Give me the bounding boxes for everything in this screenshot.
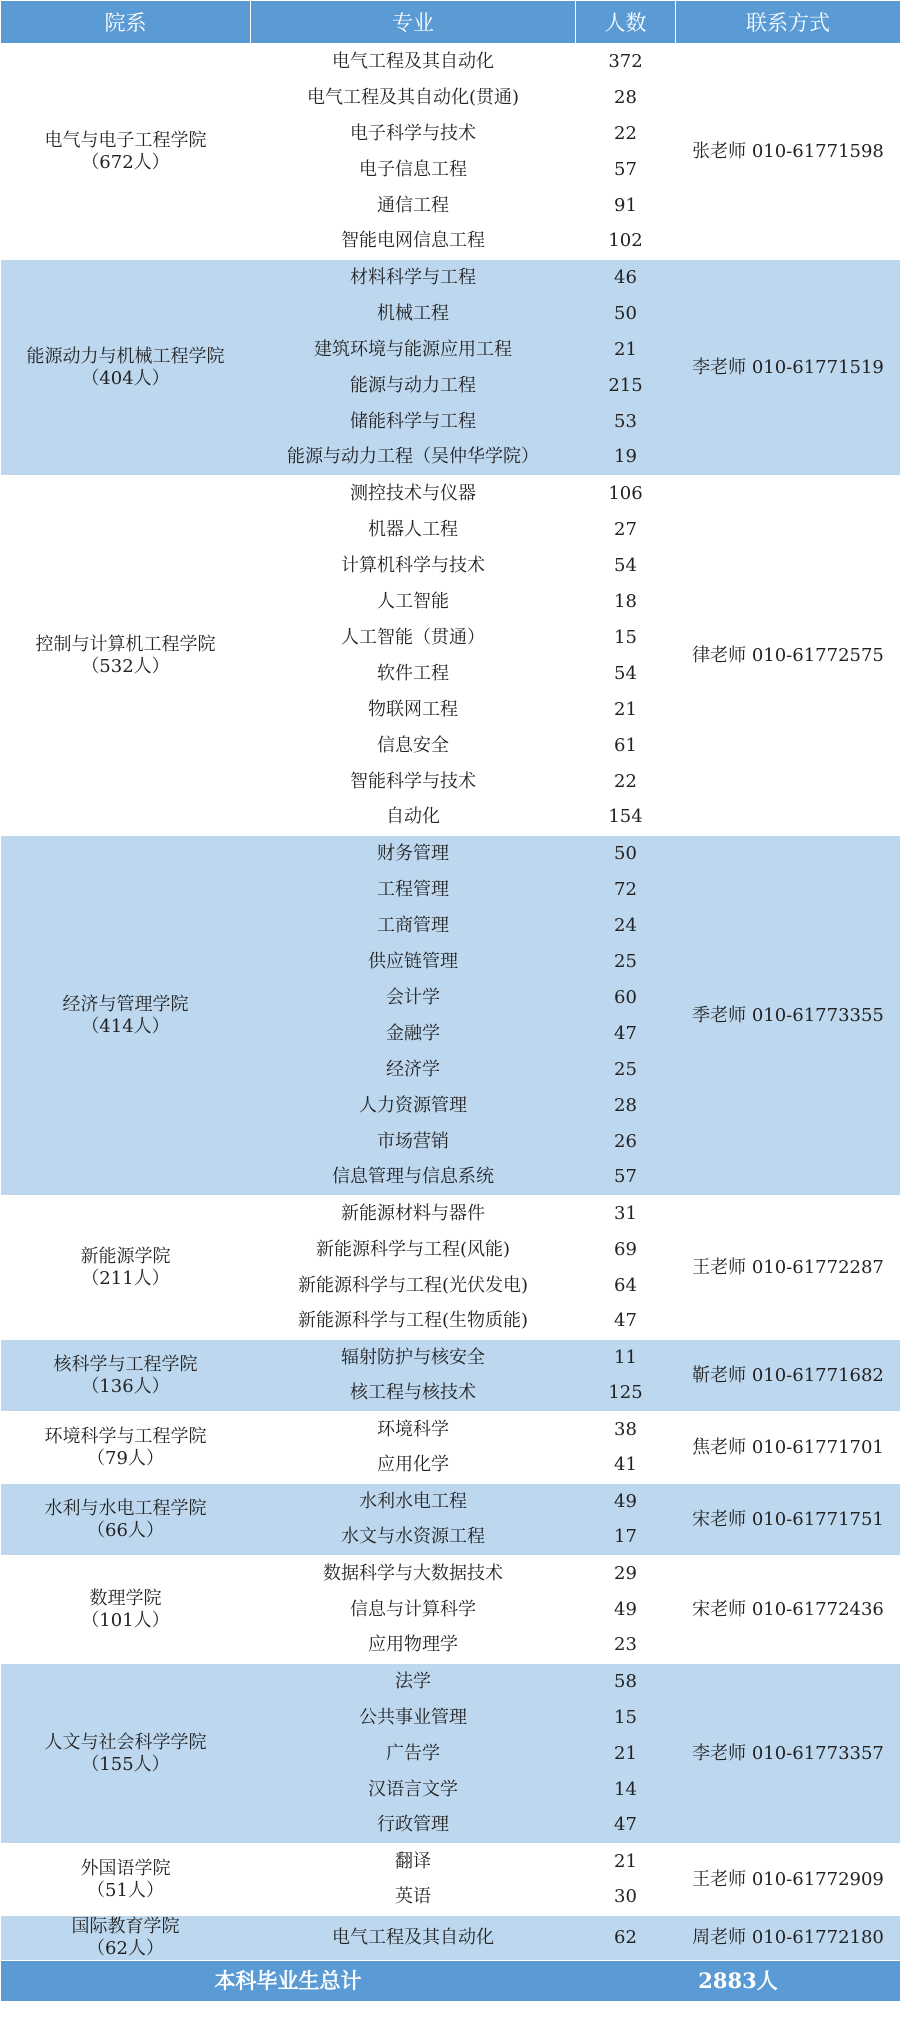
department-total: （404人） — [81, 367, 170, 389]
major-name: 应用物理学 — [368, 1634, 458, 1656]
contact-cell: 季老师 010-61773355 — [676, 836, 900, 1196]
major-count: 21 — [576, 1736, 676, 1772]
department-name: 国际教育学院 — [71, 1916, 180, 1937]
major-count: 91 — [614, 194, 637, 216]
department-name: 水利与水电工程学院 — [44, 1497, 207, 1519]
department-cell — [1, 1664, 251, 1844]
major-count: 69 — [614, 1238, 637, 1260]
major-name: 自动化 — [386, 806, 440, 828]
department-cell — [1, 44, 251, 260]
major-name: 人工智能（贯通） — [341, 626, 485, 648]
major-count: 54 — [614, 662, 637, 684]
major-count: 154 — [608, 806, 643, 828]
major-name: 建筑环境与能源应用工程 — [251, 332, 576, 368]
major-name: 新能源科学与工程(风能) — [315, 1238, 511, 1260]
major-name: 市场营销 — [251, 1124, 576, 1160]
department-cell — [1, 1844, 251, 1916]
department-total: （101人） — [81, 1609, 170, 1631]
major-name: 水利水电工程 — [251, 1484, 576, 1520]
major-count: 14 — [576, 1772, 676, 1808]
major-count: 41 — [614, 1454, 637, 1476]
major-count: 102 — [608, 230, 643, 252]
department-name: 人文与社会科学学院 — [44, 1731, 207, 1753]
major-name: 能源与动力工程（吴仲华学院） — [251, 440, 576, 476]
major-count: 22 — [614, 770, 637, 792]
department-total: （211人） — [81, 1267, 170, 1289]
total-value: 2883人 — [576, 1961, 900, 2002]
header-major: 专业 — [251, 1, 576, 44]
department-cell — [1, 1196, 251, 1340]
major-count: 49 — [614, 1598, 637, 1620]
table-row — [1, 44, 900, 80]
department-total: （136人） — [81, 1375, 170, 1397]
major-count: 11 — [576, 1340, 676, 1376]
major-name: 智能电网信息工程 — [341, 230, 485, 252]
major-name: 电气工程及其自动化 — [251, 1916, 576, 1961]
table-body — [1, 44, 900, 1961]
major-count: 61 — [614, 734, 637, 756]
major-name: 人工智能 — [377, 590, 449, 612]
major-name: 法学 — [251, 1664, 576, 1700]
contact-cell: 宋老师 010-61772436 — [676, 1556, 900, 1664]
major-count: 64 — [614, 1274, 637, 1296]
major-name: 英语 — [395, 1886, 431, 1908]
major-count: 57 — [576, 1160, 676, 1196]
major-name: 数据科学与大数据技术 — [251, 1556, 576, 1592]
contact-cell: 王老师 010-61772909 — [676, 1844, 900, 1916]
contact-cell: 王老师 010-61772287 — [676, 1196, 900, 1340]
major-name: 行政管理 — [251, 1808, 576, 1844]
contact-cell: 宋老师 010-61771751 — [676, 1484, 900, 1556]
major-name: 能源与动力工程 — [251, 368, 576, 404]
major-name: 电气工程及其自动化(贯通) — [306, 86, 520, 108]
contact-cell: 李老师 010-61773357 — [676, 1664, 900, 1844]
major-name: 信息管理与信息系统 — [251, 1160, 576, 1196]
table-row — [1, 1556, 900, 1592]
major-name: 核工程与核技术 — [251, 1376, 576, 1412]
major-name: 工程管理 — [251, 872, 576, 908]
major-name: 人力资源管理 — [251, 1088, 576, 1124]
major-name: 金融学 — [251, 1016, 576, 1052]
department-total: （62人） — [87, 1938, 164, 1959]
major-name: 电子信息工程 — [359, 158, 467, 180]
major-name: 翻译 — [251, 1844, 576, 1880]
major-count: 30 — [614, 1886, 637, 1908]
major-count: 50 — [576, 296, 676, 332]
contact-cell: 李老师 010-61771519 — [676, 260, 900, 476]
major-name: 公共事业管理 — [251, 1700, 576, 1736]
total-row — [1, 1961, 900, 2002]
department-cell — [1, 476, 251, 836]
major-count: 49 — [576, 1484, 676, 1520]
major-count: 25 — [576, 944, 676, 980]
major-count: 24 — [576, 908, 676, 944]
major-count: 31 — [576, 1196, 676, 1232]
major-count: 23 — [614, 1634, 637, 1656]
department-name: 数理学院 — [89, 1587, 162, 1609]
major-name: 广告学 — [251, 1736, 576, 1772]
major-count: 15 — [576, 1700, 676, 1736]
major-count: 27 — [614, 518, 637, 540]
table-row — [1, 1196, 900, 1232]
major-count: 53 — [576, 404, 676, 440]
table-row — [1, 1664, 900, 1700]
major-count: 125 — [576, 1376, 676, 1412]
department-cell — [1, 1556, 251, 1664]
department-name: 经济与管理学院 — [62, 993, 189, 1015]
major-name: 工商管理 — [251, 908, 576, 944]
contact-cell: 靳老师 010-61771682 — [676, 1340, 900, 1412]
major-name: 财务管理 — [251, 836, 576, 872]
major-count: 19 — [576, 440, 676, 476]
department-cell — [1, 260, 251, 476]
major-name: 信息安全 — [377, 734, 449, 756]
contact-cell: 律老师 010-61772575 — [676, 476, 900, 836]
department-total: （532人） — [81, 655, 170, 677]
major-name: 信息与计算科学 — [350, 1598, 476, 1620]
table-row — [1, 260, 900, 296]
major-count: 21 — [576, 332, 676, 368]
department-total: （66人） — [87, 1519, 164, 1541]
major-name: 汉语言文学 — [251, 1772, 576, 1808]
major-name: 计算机科学与技术 — [341, 554, 485, 576]
department-name: 外国语学院 — [80, 1857, 171, 1879]
department-name: 电气与电子工程学院 — [44, 129, 207, 151]
contact-cell: 张老师 010-61771598 — [692, 140, 884, 162]
department-total: （79人） — [87, 1447, 164, 1469]
major-count: 22 — [614, 122, 637, 144]
major-name: 会计学 — [251, 980, 576, 1016]
department-total: （51人） — [87, 1879, 164, 1901]
major-count: 29 — [576, 1556, 676, 1592]
major-count: 57 — [614, 158, 637, 180]
major-name: 水文与水资源工程 — [251, 1520, 576, 1556]
major-name: 软件工程 — [377, 662, 449, 684]
department-name: 环境科学与工程学院 — [44, 1425, 207, 1447]
major-name: 储能科学与工程 — [251, 404, 576, 440]
department-name: 控制与计算机工程学院 — [35, 633, 216, 655]
major-count: 47 — [576, 1016, 676, 1052]
department-name: 新能源学院 — [80, 1245, 171, 1267]
department-total: （414人） — [81, 1015, 170, 1037]
table-row — [1, 1484, 900, 1520]
major-count: 17 — [576, 1520, 676, 1556]
department-cell — [1, 1340, 251, 1412]
department-cell — [1, 1412, 251, 1484]
major-count: 50 — [576, 836, 676, 872]
major-name: 应用化学 — [377, 1454, 449, 1476]
header-row — [1, 1, 900, 44]
major-name: 机器人工程 — [368, 518, 458, 540]
major-count: 58 — [576, 1664, 676, 1700]
major-count: 15 — [614, 626, 637, 648]
major-count: 62 — [576, 1916, 676, 1961]
contact-cell: 焦老师 010-61771701 — [676, 1412, 900, 1484]
major-name: 智能科学与技术 — [350, 770, 476, 792]
major-name: 环境科学 — [251, 1412, 576, 1448]
header-count: 人数 — [576, 1, 676, 44]
major-count: 28 — [614, 86, 637, 108]
major-count: 47 — [576, 1808, 676, 1844]
table-row — [1, 836, 900, 872]
table-row — [1, 1916, 900, 1961]
major-count: 47 — [614, 1310, 637, 1332]
major-count: 54 — [614, 554, 637, 576]
major-name: 通信工程 — [377, 194, 449, 216]
major-name: 机械工程 — [251, 296, 576, 332]
table-row — [1, 1844, 900, 1880]
department-cell — [1, 1916, 251, 1961]
major-count: 372 — [608, 50, 643, 72]
major-count: 38 — [576, 1412, 676, 1448]
header-contact: 联系方式 — [676, 1, 900, 44]
department-total: （672人） — [81, 151, 170, 173]
major-count: 25 — [576, 1052, 676, 1088]
department-name: 核科学与工程学院 — [53, 1353, 198, 1375]
major-name: 物联网工程 — [368, 698, 458, 720]
table-row — [1, 1340, 900, 1376]
department-total: （155人） — [81, 1753, 170, 1775]
major-name: 辐射防护与核安全 — [251, 1340, 576, 1376]
total-label: 本科毕业生总计 — [1, 1961, 576, 2002]
header-department: 院系 — [1, 1, 251, 44]
department-cell — [1, 1484, 251, 1556]
major-name: 经济学 — [251, 1052, 576, 1088]
major-count: 26 — [576, 1124, 676, 1160]
major-count: 21 — [614, 698, 637, 720]
major-count: 60 — [576, 980, 676, 1016]
department-cell — [1, 836, 251, 1196]
major-count: 215 — [576, 368, 676, 404]
major-count: 72 — [576, 872, 676, 908]
major-name: 测控技术与仪器 — [251, 476, 576, 512]
major-count: 46 — [576, 260, 676, 296]
department-name: 能源动力与机械工程学院 — [26, 345, 225, 367]
table-row — [1, 476, 900, 512]
major-count: 21 — [576, 1844, 676, 1880]
contact-cell: 周老师 010-61772180 — [676, 1916, 900, 1961]
major-count: 106 — [576, 476, 676, 512]
table-row — [1, 1412, 900, 1448]
major-count: 18 — [614, 590, 637, 612]
major-name: 电气工程及其自动化 — [332, 50, 494, 72]
major-count: 28 — [576, 1088, 676, 1124]
major-name: 电子科学与技术 — [350, 122, 476, 144]
major-name: 新能源科学与工程(光伏发电) — [297, 1274, 529, 1296]
major-name: 新能源科学与工程(生物质能) — [297, 1310, 529, 1332]
major-name: 供应链管理 — [251, 944, 576, 980]
major-name: 材料科学与工程 — [251, 260, 576, 296]
major-name: 新能源材料与器件 — [251, 1196, 576, 1232]
